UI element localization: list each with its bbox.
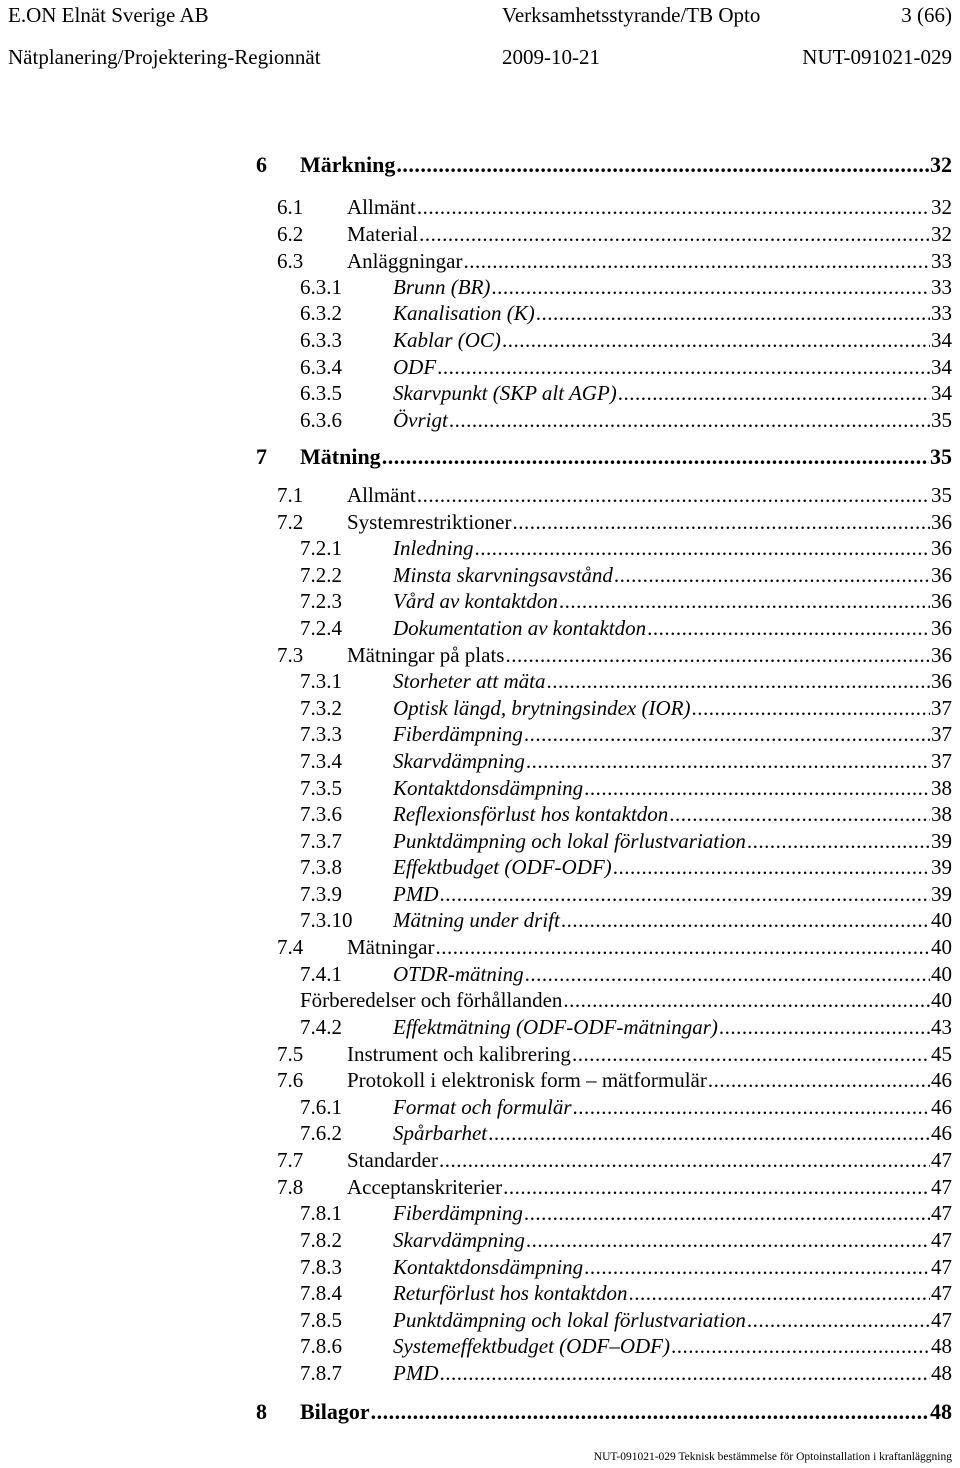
toc-leader-dots: [708, 1067, 930, 1093]
toc-leader-dots: [719, 1014, 930, 1040]
toc-entry-title: Inledning: [393, 536, 474, 560]
toc-entry-number: 6.3.6: [300, 408, 342, 432]
page-footer: NUT-091021-029 Teknisk bestämmelse för Optoinstallation i kraftanläggning: [593, 1451, 952, 1463]
toc-leader-dots: [671, 1333, 930, 1359]
document-date: 2009-10-21: [502, 45, 600, 69]
page-indicator: 3 (66): [901, 3, 952, 27]
toc-entry[interactable]: [300, 1118, 952, 1146]
toc-entry-number: 7.6.1: [300, 1095, 342, 1119]
toc-entry[interactable]: [300, 693, 952, 721]
toc-entry-page: 32: [931, 195, 952, 219]
toc-entry-page: 39: [931, 855, 952, 879]
toc-entry[interactable]: [300, 352, 952, 380]
toc-entry-number: 7.3.6: [300, 802, 342, 826]
toc-entry-page: 36: [931, 643, 952, 667]
toc-entry[interactable]: [277, 192, 952, 220]
toc-entry-title: Kablar (OC): [393, 328, 501, 352]
toc-entry-page: 35: [931, 408, 952, 432]
document-id: NUT-091021-029: [802, 45, 952, 69]
toc-entry-page: 33: [931, 301, 952, 325]
toc-entry-number: 7.6.2: [300, 1121, 342, 1145]
toc-entry-title: Fiberdämpning: [393, 1201, 523, 1225]
toc-entry-page: 32: [931, 222, 952, 246]
toc-entry-page: 36: [931, 563, 952, 587]
toc-entry[interactable]: [300, 298, 952, 326]
toc-entry-title: Anläggningar: [347, 249, 463, 273]
toc-entry-page: 35: [930, 444, 952, 469]
toc-leader-dots: [618, 380, 930, 406]
toc-entry[interactable]: [277, 219, 952, 247]
toc-entry-number: 7.3.10: [300, 908, 353, 932]
toc-leader-dots: [439, 1147, 930, 1173]
toc-entry-number: 6.2: [277, 222, 304, 246]
toc-leader-dots: [614, 562, 930, 588]
toc-entry-number: 7.7: [277, 1148, 304, 1172]
toc-entry-title: Vård av kontaktdon: [393, 589, 558, 613]
toc-entry-title: Effektbudget (ODF-ODF): [393, 855, 612, 879]
toc-entry[interactable]: [300, 272, 952, 300]
toc-entry[interactable]: [300, 1198, 952, 1226]
toc-leader-dots: [435, 934, 930, 960]
company-name: E.ON Elnät Sverige AB: [8, 3, 209, 27]
toc-entry-title: Mätning: [300, 444, 381, 469]
toc-entry-title: Skarvpunkt (SKP alt AGP): [393, 381, 617, 405]
toc-entry-number: 7.8.1: [300, 1201, 342, 1225]
toc-leader-dots: [502, 327, 930, 353]
toc-leader-dots: [419, 221, 930, 247]
toc-entry[interactable]: [300, 378, 952, 406]
toc-leader-dots: [382, 444, 929, 470]
toc-entry-title: Mätning under drift: [393, 908, 560, 932]
toc-entry-title: Systemrestriktioner: [347, 510, 512, 534]
toc-entry-page: 36: [931, 536, 952, 560]
toc-entry-title: Brunn (BR): [393, 275, 491, 299]
toc-entry[interactable]: [300, 533, 952, 561]
toc-entry[interactable]: [300, 879, 952, 907]
toc-entry-title: Skarvdämpning: [393, 1228, 525, 1252]
toc-entry-page: 47: [931, 1201, 952, 1225]
toc-entry-number: 7.2.2: [300, 563, 342, 587]
toc-entry-page: 47: [931, 1148, 952, 1172]
toc-entry[interactable]: [300, 1358, 952, 1386]
toc-entry-page: 35: [931, 483, 952, 507]
toc-entry-title: Fiberdämpning: [393, 722, 523, 746]
toc-entry[interactable]: [300, 799, 952, 827]
toc-entry[interactable]: [300, 405, 952, 433]
toc-entry[interactable]: [256, 1397, 952, 1425]
toc-entry-page: 36: [931, 616, 952, 640]
toc-entry-number: 7.4: [277, 935, 304, 959]
toc-leader-dots: [613, 854, 930, 880]
toc-leader-dots: [572, 1041, 930, 1067]
toc-entry-page: 48: [931, 1361, 952, 1385]
toc-entry-number: 7.6: [277, 1068, 304, 1092]
toc-entry-number: 7.3.7: [300, 829, 342, 853]
toc-entry-title: Storheter att mäta: [393, 669, 546, 693]
toc-entry-page: 47: [931, 1175, 952, 1199]
toc-entry-page: 32: [930, 152, 952, 177]
toc-entry-number: 6.3: [277, 249, 304, 273]
toc-entry-number: 7.8.3: [300, 1255, 342, 1279]
toc-entry-title: Punktdämpning och lokal förlustvariation: [393, 829, 746, 853]
toc-entry-title: Kanalisation (K): [393, 301, 535, 325]
toc-entry-number: 7.4.2: [300, 1015, 342, 1039]
toc-leader-dots: [629, 1280, 931, 1306]
toc-entry-number: 7.2: [277, 510, 304, 534]
toc-leader-dots: [474, 535, 930, 561]
toc-leader-dots: [525, 961, 930, 987]
toc-entry[interactable]: [300, 1331, 952, 1359]
toc-entry-title: Format och formulär: [393, 1095, 572, 1119]
toc-entry-number: 7.8.4: [300, 1281, 342, 1305]
toc-entry-page: 48: [930, 1399, 952, 1424]
toc-leader-dots: [647, 615, 930, 641]
toc-entry-title: Effektmätning (ODF-ODF-mätningar): [393, 1015, 718, 1039]
toc-entry-number: 7.8.7: [300, 1361, 342, 1385]
toc-entry-page: 45: [931, 1042, 952, 1066]
toc-entry[interactable]: [300, 773, 952, 801]
toc-entry-page: 40: [931, 935, 952, 959]
toc-leader-dots: [747, 1307, 930, 1333]
toc-leader-dots: [491, 274, 930, 300]
toc-entry[interactable]: [300, 959, 952, 987]
toc-entry-title: Förberedelser och förhållanden: [300, 988, 563, 1012]
toc-entry-page: 34: [931, 381, 952, 405]
toc-entry-title: Spårbarhet: [393, 1121, 488, 1145]
toc-entry-title: Skarvdämpning: [393, 749, 525, 773]
toc-entry-page: 37: [931, 722, 952, 746]
toc-leader-dots: [536, 300, 930, 326]
toc-entry-number: 7.3.5: [300, 776, 342, 800]
toc-entry-page: 37: [931, 749, 952, 773]
toc-entry[interactable]: [256, 150, 952, 178]
toc-entry[interactable]: [300, 325, 952, 353]
toc-leader-dots: [440, 881, 931, 907]
toc-entry-title: Instrument och kalibrering: [347, 1042, 571, 1066]
toc-entry-title: Minsta skarvningsavstånd: [393, 563, 613, 587]
toc-entry[interactable]: [300, 852, 952, 880]
toc-entry-number: 7.8.2: [300, 1228, 342, 1252]
toc-entry-page: 46: [931, 1121, 952, 1145]
toc-leader-dots: [512, 509, 930, 535]
unit-name: Nätplanering/Projektering-Regionnät: [8, 45, 321, 69]
toc-entry-page: 48: [931, 1334, 952, 1358]
toc-entry-number: 7.2.1: [300, 536, 342, 560]
toc-entry[interactable]: [256, 442, 952, 470]
toc-leader-dots: [526, 1227, 930, 1253]
toc-entry[interactable]: [277, 246, 952, 274]
toc-entry-title: Punktdämpning och lokal förlustvariation: [393, 1308, 746, 1332]
toc-entry-number: 6.3.3: [300, 328, 342, 352]
toc-entry[interactable]: [300, 586, 952, 614]
toc-leader-dots: [559, 588, 930, 614]
toc-entry[interactable]: [300, 1305, 952, 1333]
toc-leader-dots: [669, 801, 930, 827]
toc-leader-dots: [437, 354, 930, 380]
toc-entry[interactable]: [300, 746, 952, 774]
toc-entry[interactable]: [300, 1012, 952, 1040]
toc-entry-page: 34: [931, 328, 952, 352]
toc-entry-title: Övrigt: [393, 408, 448, 432]
toc-entry[interactable]: [277, 1145, 952, 1173]
toc-leader-dots: [584, 775, 930, 801]
toc-entry-title: Mätningar på plats: [347, 643, 505, 667]
toc-leader-dots: [524, 721, 930, 747]
toc-entry-number: 6.3.2: [300, 301, 342, 325]
toc-entry-title: Material: [347, 222, 419, 246]
toc-entry-number: 6.1: [277, 195, 304, 219]
toc-entry-page: 43: [931, 1015, 952, 1039]
toc-leader-dots: [563, 987, 930, 1013]
toc-leader-dots: [417, 482, 930, 508]
toc-entry-title: Kontaktdonsdämpning: [393, 776, 584, 800]
toc-leader-dots: [546, 668, 930, 694]
toc-entry-page: 39: [931, 829, 952, 853]
toc-leader-dots: [503, 1174, 930, 1200]
toc-entry-title: PMD: [393, 1361, 439, 1385]
toc-entry-title: Kontaktdonsdämpning: [393, 1255, 584, 1279]
toc-entry-number: 6.3.5: [300, 381, 342, 405]
toc-leader-dots: [584, 1254, 930, 1280]
toc-leader-dots: [573, 1094, 931, 1120]
toc-entry-number: 7.8.6: [300, 1334, 342, 1358]
toc-entry-number: 7.3.3: [300, 722, 342, 746]
toc-entry-title: Märkning: [300, 152, 396, 177]
toc-entry-number: 6.3.4: [300, 355, 342, 379]
toc-entry-number: 7.4.1: [300, 962, 342, 986]
toc-entry[interactable]: [277, 1172, 952, 1200]
toc-entry-number: 7: [256, 444, 267, 469]
toc-entry-number: 7.8: [277, 1175, 304, 1199]
toc-entry-title: Mätningar: [347, 935, 435, 959]
toc-entry-page: 37: [931, 696, 952, 720]
toc-entry[interactable]: [300, 1092, 952, 1120]
toc-entry-number: 7.3.2: [300, 696, 342, 720]
toc-entry-number: 6: [256, 152, 267, 177]
toc-entry-page: 38: [931, 802, 952, 826]
toc-entry-page: 40: [931, 962, 952, 986]
toc-entry-page: 40: [931, 988, 952, 1012]
toc-leader-dots: [747, 828, 930, 854]
toc-leader-dots: [561, 907, 930, 933]
toc-entry-page: 46: [931, 1095, 952, 1119]
toc-entry-page: 47: [931, 1281, 952, 1305]
toc-leader-dots: [417, 194, 930, 220]
toc-entry[interactable]: [277, 480, 952, 508]
toc-entry[interactable]: [277, 1065, 952, 1093]
department-name: Verksamhetsstyrande/TB Opto: [502, 3, 761, 27]
toc-leader-dots: [524, 1200, 930, 1226]
toc-entry-number: 6.3.1: [300, 275, 342, 299]
toc-entry-page: 36: [931, 669, 952, 693]
toc-entry[interactable]: [300, 826, 952, 854]
toc-entry-number: 7.3.1: [300, 669, 342, 693]
toc-entry[interactable]: [300, 905, 952, 933]
toc-leader-dots: [505, 642, 930, 668]
toc-entry[interactable]: [300, 985, 952, 1013]
toc-leader-dots: [691, 695, 930, 721]
toc-entry-page: 39: [931, 882, 952, 906]
toc-entry[interactable]: [300, 719, 952, 747]
toc-entry[interactable]: [300, 1278, 952, 1306]
toc-entry[interactable]: [277, 640, 952, 668]
toc-entry-page: 47: [931, 1308, 952, 1332]
toc-entry-page: 46: [931, 1068, 952, 1092]
toc-entry-page: 36: [931, 589, 952, 613]
toc-entry-title: Dokumentation av kontaktdon: [393, 616, 647, 640]
toc-leader-dots: [463, 248, 930, 274]
toc-entry-title: Allmänt: [347, 195, 416, 219]
toc-entry-title: Allmänt: [347, 483, 416, 507]
toc-entry-title: PMD: [393, 882, 439, 906]
toc-entry[interactable]: [277, 1039, 952, 1067]
toc-entry-number: 7.3.4: [300, 749, 342, 773]
toc-entry[interactable]: [300, 560, 952, 588]
toc-entry-page: 36: [931, 510, 952, 534]
toc-entry-page: 47: [931, 1255, 952, 1279]
toc-leader-dots: [396, 152, 929, 178]
toc-entry-title: OTDR-mätning: [393, 962, 524, 986]
toc-entry-page: 34: [931, 355, 952, 379]
toc-entry-number: 7.2.4: [300, 616, 342, 640]
toc-entry-page: 33: [931, 275, 952, 299]
toc-entry-title: Acceptanskriterier: [347, 1175, 503, 1199]
toc-entry-page: 38: [931, 776, 952, 800]
toc-entry-number: 7.3.8: [300, 855, 342, 879]
toc-leader-dots: [371, 1399, 929, 1425]
toc-entry-title: ODF: [393, 355, 437, 379]
toc-entry-title: Standarder: [347, 1148, 438, 1172]
toc-entry-title: Reflexionsförlust hos kontaktdon: [393, 802, 669, 826]
toc-entry[interactable]: [277, 932, 952, 960]
toc-entry-number: 7.8.5: [300, 1308, 342, 1332]
toc-entry-title: Systemeffektbudget (ODF–ODF): [393, 1334, 670, 1358]
toc-entry-number: 7.3.9: [300, 882, 342, 906]
toc-entry-page: 40: [931, 908, 952, 932]
toc-leader-dots: [440, 1360, 931, 1386]
toc-leader-dots: [526, 748, 930, 774]
toc-entry[interactable]: [300, 613, 952, 641]
toc-entry-number: 7.3: [277, 643, 304, 667]
toc-entry-page: 47: [931, 1228, 952, 1252]
toc-entry-title: Protokoll i elektronisk form – mätformulär: [347, 1068, 707, 1092]
toc-entry-title: Bilagor: [300, 1399, 370, 1424]
toc-entry[interactable]: [300, 1225, 952, 1253]
toc-entry-number: 7.5: [277, 1042, 304, 1066]
toc-leader-dots: [488, 1120, 930, 1146]
toc-entry[interactable]: [300, 666, 952, 694]
toc-leader-dots: [449, 407, 930, 433]
toc-entry-title: Optisk längd, brytningsindex (IOR): [393, 696, 691, 720]
toc-entry-number: 8: [256, 1399, 267, 1424]
toc-entry[interactable]: [277, 507, 952, 535]
toc-entry-number: 7.1: [277, 483, 304, 507]
toc-entry-number: 7.2.3: [300, 589, 342, 613]
toc-entry-page: 33: [931, 249, 952, 273]
toc-entry-title: Returförlust hos kontaktdon: [393, 1281, 628, 1305]
toc-entry[interactable]: [300, 1252, 952, 1280]
